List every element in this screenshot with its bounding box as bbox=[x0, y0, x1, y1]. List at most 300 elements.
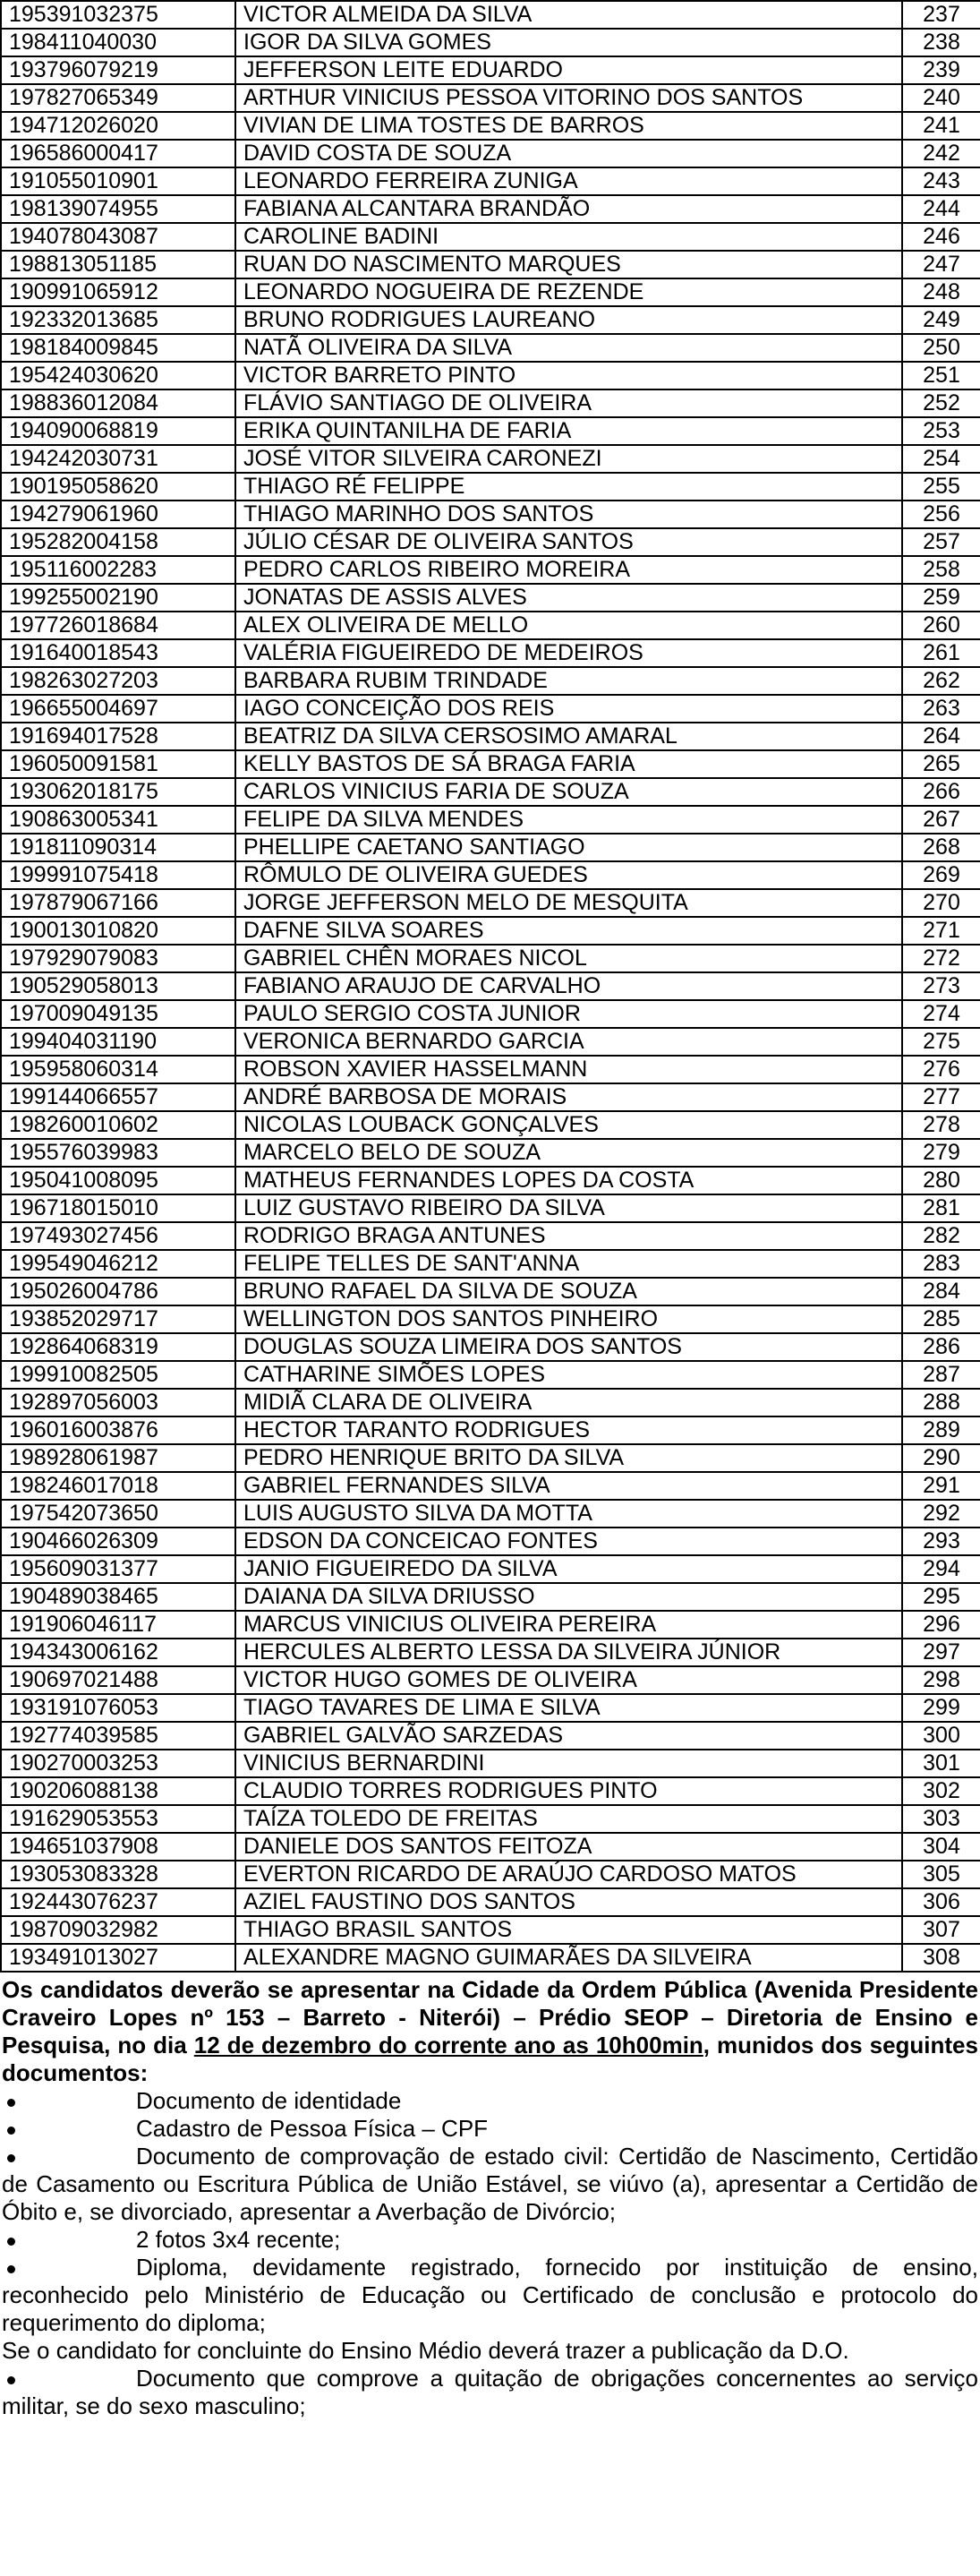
classification-cell: 275 bbox=[902, 1028, 980, 1056]
classification-cell: 302 bbox=[902, 1777, 980, 1805]
candidate-name-cell: HERCULES ALBERTO LESSA DA SILVEIRA JÚNIOR bbox=[235, 1639, 902, 1666]
document-item-text: Diploma, devidamente registrado, fornecido por instituição de ensino, reconhecido pelo Ministério de Educação ou Certificado de conclusão e protocolo do requerimento do diploma; bbox=[2, 2254, 978, 2336]
classification-cell: 249 bbox=[902, 306, 980, 334]
table-row bbox=[1, 1361, 980, 1389]
table-row bbox=[1, 1278, 980, 1305]
candidate-name-cell: BEATRIZ DA SILVA CERSOSIMO AMARAL bbox=[235, 723, 902, 750]
table-row bbox=[1, 723, 980, 750]
candidate-name-cell: RODRIGO BRAGA ANTUNES bbox=[235, 1222, 902, 1250]
registration-number-cell: 198411040030 bbox=[1, 29, 235, 56]
registration-number-cell: 196655004697 bbox=[1, 695, 235, 723]
candidate-name-cell: HECTOR TARANTO RODRIGUES bbox=[235, 1416, 902, 1444]
classification-cell: 259 bbox=[902, 584, 980, 612]
candidate-name-cell: VALÉRIA FIGUEIREDO DE MEDEIROS bbox=[235, 639, 902, 667]
candidate-name-cell: DAVID COSTA DE SOUZA bbox=[235, 140, 902, 167]
registration-number-cell: 197929079083 bbox=[1, 945, 235, 972]
registration-number-cell: 191629053553 bbox=[1, 1805, 235, 1833]
registration-number-cell: 198184009845 bbox=[1, 334, 235, 362]
candidate-name-cell: PEDRO HENRIQUE BRITO DA SILVA bbox=[235, 1444, 902, 1472]
ensino-medio-note: Se o candidato for concluinte do Ensino Médio deverá trazer a publicação da D.O. bbox=[2, 2337, 849, 2364]
candidate-name-cell: MIDIÃ CLARA DE OLIVEIRA bbox=[235, 1389, 902, 1416]
table-row bbox=[1, 861, 980, 889]
registration-number-cell: 194078043087 bbox=[1, 223, 235, 251]
candidate-name-cell: FELIPE TELLES DE SANT'ANNA bbox=[235, 1250, 902, 1278]
document-item bbox=[2, 2115, 978, 2143]
classification-cell: 288 bbox=[902, 1389, 980, 1416]
classification-cell: 250 bbox=[902, 334, 980, 362]
candidate-name-cell: BRUNO RAFAEL DA SILVA DE SOUZA bbox=[235, 1278, 902, 1305]
table-row bbox=[1, 1861, 980, 1888]
registration-number-cell: 198139074955 bbox=[1, 195, 235, 223]
candidate-name-cell: LUIS AUGUSTO SILVA DA MOTTA bbox=[235, 1500, 902, 1528]
candidate-name-cell: JONATAS DE ASSIS ALVES bbox=[235, 584, 902, 612]
registration-number-cell: 199144066557 bbox=[1, 1083, 235, 1111]
registration-number-cell: 190270003253 bbox=[1, 1750, 235, 1777]
notice-intro-text: Os candidatos deverão se apresentar na Cidade da Ordem Pública (Avenida Presidente Craveiro Lopes nº 153 – Barreto - Niterói) – Prédio SEOP – Diretoria de Ensino e Pesquisa, no dia bbox=[2, 1976, 978, 2058]
registration-number-cell: 195609031377 bbox=[1, 1555, 235, 1583]
table-row bbox=[1, 612, 980, 639]
registration-number-cell: 196050091581 bbox=[1, 750, 235, 778]
candidate-name-cell: EDSON DA CONCEICAO FONTES bbox=[235, 1528, 902, 1555]
table-row bbox=[1, 1472, 980, 1500]
candidate-name-cell: VIVIAN DE LIMA TOSTES DE BARROS bbox=[235, 112, 902, 140]
table-row bbox=[1, 140, 980, 167]
candidate-name-cell: VERONICA BERNARDO GARCIA bbox=[235, 1028, 902, 1056]
table-row bbox=[1, 695, 980, 723]
classification-cell: 269 bbox=[902, 861, 980, 889]
table-row bbox=[1, 1305, 980, 1333]
notice-section bbox=[0, 1973, 980, 2420]
table-row bbox=[1, 1944, 980, 1972]
classification-cell: 257 bbox=[902, 528, 980, 556]
classification-cell: 293 bbox=[902, 1528, 980, 1555]
table-row bbox=[1, 334, 980, 362]
classification-cell: 297 bbox=[902, 1639, 980, 1666]
table-row bbox=[1, 306, 980, 334]
bullet-icon bbox=[2, 2365, 136, 2392]
registration-number-cell: 197493027456 bbox=[1, 1222, 235, 1250]
registration-number-cell: 190466026309 bbox=[1, 1528, 235, 1555]
registration-number-cell: 196586000417 bbox=[1, 140, 235, 167]
registration-number-cell: 193191076053 bbox=[1, 1694, 235, 1722]
registration-number-cell: 190863005341 bbox=[1, 806, 235, 834]
candidate-name-cell: ALEXANDRE MAGNO GUIMARÃES DA SILVEIRA bbox=[235, 1944, 902, 1972]
table-row bbox=[1, 556, 980, 584]
candidate-name-cell: RÔMULO DE OLIVEIRA GUEDES bbox=[235, 861, 902, 889]
registration-number-cell: 191055010901 bbox=[1, 167, 235, 195]
classification-cell: 262 bbox=[902, 667, 980, 695]
table-row bbox=[1, 1916, 980, 1944]
registration-number-cell: 190195058620 bbox=[1, 473, 235, 501]
classification-cell: 280 bbox=[902, 1167, 980, 1194]
classification-cell: 296 bbox=[902, 1611, 980, 1639]
table-row bbox=[1, 1222, 980, 1250]
registration-number-cell: 196718015010 bbox=[1, 1194, 235, 1222]
classification-cell: 266 bbox=[902, 778, 980, 806]
candidate-name-cell: DAFNE SILVA SOARES bbox=[235, 917, 902, 945]
table-row bbox=[1, 917, 980, 945]
classification-cell: 260 bbox=[902, 612, 980, 639]
candidate-name-cell: THIAGO BRASIL SANTOS bbox=[235, 1916, 902, 1944]
table-row bbox=[1, 1000, 980, 1028]
notice-intro bbox=[2, 1976, 978, 2087]
classification-cell: 242 bbox=[902, 140, 980, 167]
candidate-name-cell: MATHEUS FERNANDES LOPES DA COSTA bbox=[235, 1167, 902, 1194]
classification-cell: 270 bbox=[902, 889, 980, 917]
candidate-name-cell: VICTOR ALMEIDA DA SILVA bbox=[235, 1, 902, 29]
table-row bbox=[1, 834, 980, 861]
classification-cell: 256 bbox=[902, 501, 980, 528]
table-row bbox=[1, 1250, 980, 1278]
table-row bbox=[1, 1083, 980, 1111]
candidate-name-cell: BARBARA RUBIM TRINDADE bbox=[235, 667, 902, 695]
candidate-name-cell: ANDRÉ BARBOSA DE MORAIS bbox=[235, 1083, 902, 1111]
table-row bbox=[1, 1528, 980, 1555]
candidate-name-cell: JÚLIO CÉSAR DE OLIVEIRA SANTOS bbox=[235, 528, 902, 556]
candidate-name-cell: JEFFERSON LEITE EDUARDO bbox=[235, 56, 902, 84]
table-row bbox=[1, 667, 980, 695]
registration-number-cell: 198246017018 bbox=[1, 1472, 235, 1500]
registration-number-cell: 190697021488 bbox=[1, 1666, 235, 1694]
table-row bbox=[1, 806, 980, 834]
candidate-name-cell: IAGO CONCEIÇÃO DOS REIS bbox=[235, 695, 902, 723]
classification-cell: 258 bbox=[902, 556, 980, 584]
candidate-name-cell: ERIKA QUINTANILHA DE FARIA bbox=[235, 417, 902, 445]
table-row bbox=[1, 1694, 980, 1722]
registration-number-cell: 194712026020 bbox=[1, 112, 235, 140]
classification-cell: 306 bbox=[902, 1888, 980, 1916]
registration-number-cell: 191906046117 bbox=[1, 1611, 235, 1639]
table-row bbox=[1, 167, 980, 195]
registration-number-cell: 197009049135 bbox=[1, 1000, 235, 1028]
candidate-name-cell: FABIANA ALCANTARA BRANDÃO bbox=[235, 195, 902, 223]
registration-number-cell: 192774039585 bbox=[1, 1722, 235, 1750]
classification-cell: 264 bbox=[902, 723, 980, 750]
registration-number-cell: 198813051185 bbox=[1, 251, 235, 278]
registration-number-cell: 192443076237 bbox=[1, 1888, 235, 1916]
table-row bbox=[1, 1444, 980, 1472]
classification-cell: 298 bbox=[902, 1666, 980, 1694]
candidate-table-body bbox=[1, 1, 980, 1972]
registration-number-cell: 198709032982 bbox=[1, 1916, 235, 1944]
table-row bbox=[1, 778, 980, 806]
candidate-name-cell: MARCELO BELO DE SOUZA bbox=[235, 1139, 902, 1167]
classification-cell: 272 bbox=[902, 945, 980, 972]
candidate-name-cell: ALEX OLIVEIRA DE MELLO bbox=[235, 612, 902, 639]
classification-cell: 283 bbox=[902, 1250, 980, 1278]
table-row bbox=[1, 84, 980, 112]
classification-cell: 263 bbox=[902, 695, 980, 723]
candidate-name-cell: DANIELE DOS SANTOS FEITOZA bbox=[235, 1833, 902, 1861]
classification-cell: 248 bbox=[902, 278, 980, 306]
candidate-name-cell: GABRIEL CHÊN MORAES NICOL bbox=[235, 945, 902, 972]
table-row bbox=[1, 362, 980, 389]
registration-number-cell: 190206088138 bbox=[1, 1777, 235, 1805]
registration-number-cell: 193062018175 bbox=[1, 778, 235, 806]
document-item-text: Documento que comprove a quitação de obrigações concernentes ao serviço militar, se do sexo masculino; bbox=[2, 2365, 978, 2419]
table-row bbox=[1, 195, 980, 223]
candidate-name-cell: IGOR DA SILVA GOMES bbox=[235, 29, 902, 56]
table-row bbox=[1, 1777, 980, 1805]
documents-list-continued bbox=[2, 2365, 978, 2420]
classification-cell: 254 bbox=[902, 445, 980, 473]
classification-cell: 292 bbox=[902, 1500, 980, 1528]
candidate-name-cell: FLÁVIO SANTIAGO DE OLIVEIRA bbox=[235, 389, 902, 417]
candidate-name-cell: JOSÉ VITOR SILVEIRA CARONEZI bbox=[235, 445, 902, 473]
candidate-name-cell: PAULO SERGIO COSTA JUNIOR bbox=[235, 1000, 902, 1028]
registration-number-cell: 195116002283 bbox=[1, 556, 235, 584]
candidate-name-cell: JORGE JEFFERSON MELO DE MESQUITA bbox=[235, 889, 902, 917]
registration-number-cell: 195026004786 bbox=[1, 1278, 235, 1305]
table-row bbox=[1, 1194, 980, 1222]
table-row bbox=[1, 1333, 980, 1361]
table-row bbox=[1, 417, 980, 445]
candidate-name-cell: WELLINGTON DOS SANTOS PINHEIRO bbox=[235, 1305, 902, 1333]
bullet-icon bbox=[2, 2143, 136, 2170]
candidate-name-cell: LEONARDO NOGUEIRA DE REZENDE bbox=[235, 278, 902, 306]
registration-number-cell: 197827065349 bbox=[1, 84, 235, 112]
classification-cell: 303 bbox=[902, 1805, 980, 1833]
registration-number-cell: 193796079219 bbox=[1, 56, 235, 84]
registration-number-cell: 190529058013 bbox=[1, 972, 235, 1000]
registration-number-cell: 194651037908 bbox=[1, 1833, 235, 1861]
classification-cell: 308 bbox=[902, 1944, 980, 1972]
registration-number-cell: 195576039983 bbox=[1, 1139, 235, 1167]
table-row bbox=[1, 1722, 980, 1750]
table-row bbox=[1, 1028, 980, 1056]
candidate-name-cell: RUAN DO NASCIMENTO MARQUES bbox=[235, 251, 902, 278]
table-row bbox=[1, 29, 980, 56]
candidate-name-cell: LEONARDO FERREIRA ZUNIGA bbox=[235, 167, 902, 195]
candidate-name-cell: FELIPE DA SILVA MENDES bbox=[235, 806, 902, 834]
classification-cell: 300 bbox=[902, 1722, 980, 1750]
documents-list bbox=[2, 2087, 978, 2337]
classification-cell: 267 bbox=[902, 806, 980, 834]
classification-cell: 271 bbox=[902, 917, 980, 945]
candidate-name-cell: BRUNO RODRIGUES LAUREANO bbox=[235, 306, 902, 334]
candidate-name-cell: FABIANO ARAUJO DE CARVALHO bbox=[235, 972, 902, 1000]
registration-number-cell: 192332013685 bbox=[1, 306, 235, 334]
classification-cell: 277 bbox=[902, 1083, 980, 1111]
document-item bbox=[2, 2254, 978, 2337]
table-row bbox=[1, 389, 980, 417]
registration-number-cell: 195424030620 bbox=[1, 362, 235, 389]
classification-cell: 252 bbox=[902, 389, 980, 417]
classification-cell: 287 bbox=[902, 1361, 980, 1389]
table-row bbox=[1, 1139, 980, 1167]
table-row bbox=[1, 1583, 980, 1611]
candidate-name-cell: ROBSON XAVIER HASSELMANN bbox=[235, 1056, 902, 1083]
registration-number-cell: 198836012084 bbox=[1, 389, 235, 417]
classification-cell: 255 bbox=[902, 473, 980, 501]
registration-number-cell: 199255002190 bbox=[1, 584, 235, 612]
registration-number-cell: 194242030731 bbox=[1, 445, 235, 473]
candidate-name-cell: MARCUS VINICIUS OLIVEIRA PEREIRA bbox=[235, 1611, 902, 1639]
table-row bbox=[1, 972, 980, 1000]
table-row bbox=[1, 56, 980, 84]
table-row bbox=[1, 889, 980, 917]
table-row bbox=[1, 1833, 980, 1861]
candidate-name-cell: KELLY BASTOS DE SÁ BRAGA FARIA bbox=[235, 750, 902, 778]
candidate-name-cell: THIAGO MARINHO DOS SANTOS bbox=[235, 501, 902, 528]
classification-cell: 286 bbox=[902, 1333, 980, 1361]
classification-cell: 251 bbox=[902, 362, 980, 389]
registration-number-cell: 195391032375 bbox=[1, 1, 235, 29]
classification-cell: 282 bbox=[902, 1222, 980, 1250]
table-row bbox=[1, 223, 980, 251]
table-row bbox=[1, 1666, 980, 1694]
registration-number-cell: 197879067166 bbox=[1, 889, 235, 917]
candidate-name-cell: CATHARINE SIMÕES LOPES bbox=[235, 1361, 902, 1389]
candidate-name-cell: VICTOR HUGO GOMES DE OLIVEIRA bbox=[235, 1666, 902, 1694]
classification-cell: 301 bbox=[902, 1750, 980, 1777]
registration-number-cell: 190991065912 bbox=[1, 278, 235, 306]
classification-cell: 291 bbox=[902, 1472, 980, 1500]
registration-number-cell: 198928061987 bbox=[1, 1444, 235, 1472]
registration-number-cell: 193053083328 bbox=[1, 1861, 235, 1888]
classification-cell: 273 bbox=[902, 972, 980, 1000]
candidate-name-cell: THIAGO RÉ FELIPPE bbox=[235, 473, 902, 501]
table-row bbox=[1, 251, 980, 278]
registration-number-cell: 196016003876 bbox=[1, 1416, 235, 1444]
registration-number-cell: 199910082505 bbox=[1, 1361, 235, 1389]
table-row bbox=[1, 528, 980, 556]
table-row bbox=[1, 1, 980, 29]
candidate-name-cell: EVERTON RICARDO DE ARAÚJO CARDOSO MATOS bbox=[235, 1861, 902, 1888]
table-row bbox=[1, 1888, 980, 1916]
registration-number-cell: 190013010820 bbox=[1, 917, 235, 945]
classification-cell: 243 bbox=[902, 167, 980, 195]
registration-number-cell: 199404031190 bbox=[1, 1028, 235, 1056]
classification-cell: 276 bbox=[902, 1056, 980, 1083]
table-row bbox=[1, 1500, 980, 1528]
table-row bbox=[1, 1805, 980, 1833]
table-row bbox=[1, 501, 980, 528]
registration-number-cell: 195958060314 bbox=[1, 1056, 235, 1083]
classification-cell: 278 bbox=[902, 1111, 980, 1139]
registration-number-cell: 197542073650 bbox=[1, 1500, 235, 1528]
table-row bbox=[1, 1167, 980, 1194]
registration-number-cell: 191640018543 bbox=[1, 639, 235, 667]
table-row bbox=[1, 584, 980, 612]
candidate-name-cell: TAÍZA TOLEDO DE FREITAS bbox=[235, 1805, 902, 1833]
candidate-name-cell: DAIANA DA SILVA DRIUSSO bbox=[235, 1583, 902, 1611]
bullet-icon bbox=[2, 2226, 136, 2254]
classification-cell: 294 bbox=[902, 1555, 980, 1583]
candidate-name-cell: GABRIEL FERNANDES SILVA bbox=[235, 1472, 902, 1500]
bullet-icon bbox=[2, 2087, 136, 2115]
table-row bbox=[1, 1750, 980, 1777]
classification-cell: 274 bbox=[902, 1000, 980, 1028]
registration-number-cell: 199549046212 bbox=[1, 1250, 235, 1278]
registration-number-cell: 191811090314 bbox=[1, 834, 235, 861]
document-item bbox=[2, 2087, 978, 2115]
registration-number-cell: 192864068319 bbox=[1, 1333, 235, 1361]
candidate-name-cell: ARTHUR VINICIUS PESSOA VITORINO DOS SANTOS bbox=[235, 84, 902, 112]
document-item-text: Cadastro de Pessoa Física – CPF bbox=[136, 2115, 489, 2142]
classification-cell: 295 bbox=[902, 1583, 980, 1611]
registration-number-cell: 193852029717 bbox=[1, 1305, 235, 1333]
registration-number-cell: 192897056003 bbox=[1, 1389, 235, 1416]
candidate-name-cell: VINICIUS BERNARDINI bbox=[235, 1750, 902, 1777]
registration-number-cell: 198260010602 bbox=[1, 1111, 235, 1139]
candidate-name-cell: LUIZ GUSTAVO RIBEIRO DA SILVA bbox=[235, 1194, 902, 1222]
registration-number-cell: 198263027203 bbox=[1, 667, 235, 695]
classification-cell: 261 bbox=[902, 639, 980, 667]
classification-cell: 265 bbox=[902, 750, 980, 778]
classification-cell: 238 bbox=[902, 29, 980, 56]
classification-cell: 253 bbox=[902, 417, 980, 445]
notice-date: 12 de dezembro do corrente ano as 10h00min bbox=[193, 2032, 703, 2058]
document-item-text: Documento de identidade bbox=[136, 2087, 402, 2114]
classification-cell: 281 bbox=[902, 1194, 980, 1222]
registration-number-cell: 194090068819 bbox=[1, 417, 235, 445]
document-item bbox=[2, 2143, 978, 2226]
classification-cell: 285 bbox=[902, 1305, 980, 1333]
candidate-name-cell: PEDRO CARLOS RIBEIRO MOREIRA bbox=[235, 556, 902, 584]
candidate-name-cell: PHELLIPE CAETANO SANTIAGO bbox=[235, 834, 902, 861]
table-row bbox=[1, 639, 980, 667]
classification-cell: 289 bbox=[902, 1416, 980, 1444]
registration-number-cell: 194343006162 bbox=[1, 1639, 235, 1666]
document-item bbox=[2, 2365, 978, 2420]
notice-intro-end: , munidos dos seguintes documentos: bbox=[2, 2032, 978, 2086]
classification-cell: 290 bbox=[902, 1444, 980, 1472]
registration-number-cell: 194279061960 bbox=[1, 501, 235, 528]
table-row bbox=[1, 1056, 980, 1083]
registration-number-cell: 197726018684 bbox=[1, 612, 235, 639]
bullet-icon bbox=[2, 2115, 136, 2143]
table-row bbox=[1, 1555, 980, 1583]
classification-cell: 247 bbox=[902, 251, 980, 278]
candidate-name-cell: TIAGO TAVARES DE LIMA E SILVA bbox=[235, 1694, 902, 1722]
classification-cell: 304 bbox=[902, 1833, 980, 1861]
classification-cell: 239 bbox=[902, 56, 980, 84]
registration-number-cell: 191694017528 bbox=[1, 723, 235, 750]
table-row bbox=[1, 1416, 980, 1444]
registration-number-cell: 195282004158 bbox=[1, 528, 235, 556]
registration-number-cell: 199991075418 bbox=[1, 861, 235, 889]
table-row bbox=[1, 445, 980, 473]
classification-cell: 268 bbox=[902, 834, 980, 861]
classification-cell: 307 bbox=[902, 1916, 980, 1944]
candidate-name-cell: AZIEL FAUSTINO DOS SANTOS bbox=[235, 1888, 902, 1916]
candidate-name-cell: NICOLAS LOUBACK GONÇALVES bbox=[235, 1111, 902, 1139]
candidate-name-cell: DOUGLAS SOUZA LIMEIRA DOS SANTOS bbox=[235, 1333, 902, 1361]
candidate-name-cell: CARLOS VINICIUS FARIA DE SOUZA bbox=[235, 778, 902, 806]
document-item-text: 2 fotos 3x4 recente; bbox=[136, 2226, 341, 2253]
classification-cell: 240 bbox=[902, 84, 980, 112]
candidate-name-cell: VICTOR BARRETO PINTO bbox=[235, 362, 902, 389]
table-row bbox=[1, 278, 980, 306]
table-row bbox=[1, 473, 980, 501]
document-item bbox=[2, 2226, 978, 2254]
table-row bbox=[1, 1611, 980, 1639]
registration-number-cell: 193491013027 bbox=[1, 1944, 235, 1972]
registration-number-cell: 190489038465 bbox=[1, 1583, 235, 1611]
candidate-name-cell: NATÃ OLIVEIRA DA SILVA bbox=[235, 334, 902, 362]
classification-cell: 241 bbox=[902, 112, 980, 140]
table-row bbox=[1, 1639, 980, 1666]
table-row bbox=[1, 750, 980, 778]
table-row bbox=[1, 1111, 980, 1139]
classification-cell: 237 bbox=[902, 1, 980, 29]
classification-cell: 305 bbox=[902, 1861, 980, 1888]
table-row bbox=[1, 945, 980, 972]
table-row bbox=[1, 1389, 980, 1416]
document-item-text: Documento de comprovação de estado civil: Certidão de Nascimento, Certidão de Casamento ou Escritura Pública de União Estável, se viúvo (a), apresentar a Certidão de Óbito e, se divorciado, apresentar a Averbação de Divórcio; bbox=[2, 2143, 978, 2225]
classification-cell: 246 bbox=[902, 223, 980, 251]
